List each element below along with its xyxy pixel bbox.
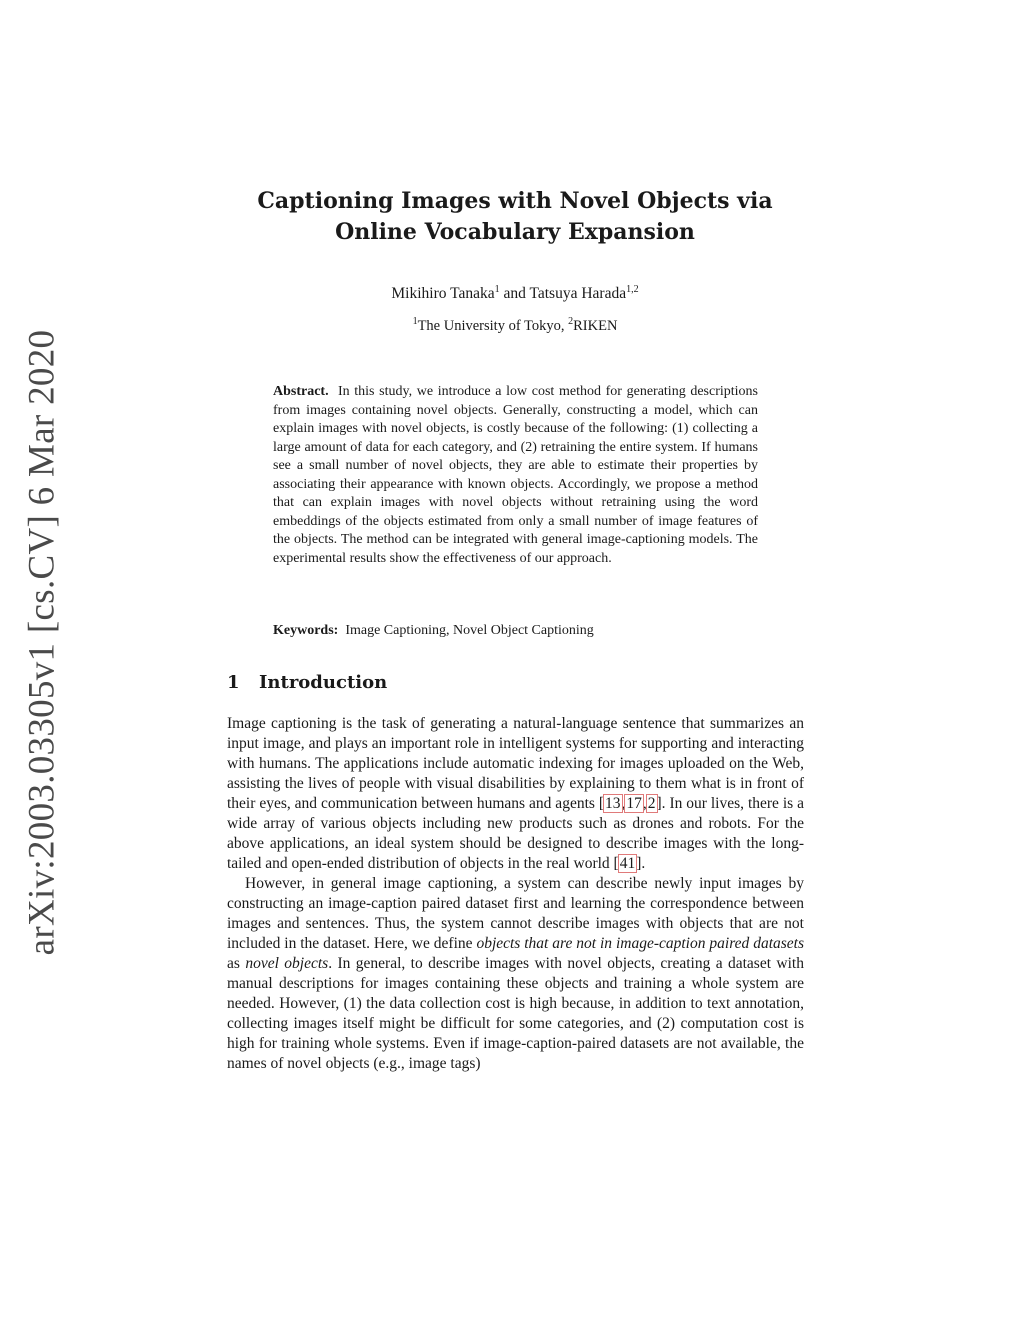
emphasis-text: novel objects <box>245 955 329 972</box>
citation-link[interactable]: 41 <box>619 855 636 872</box>
section-title: Introduction <box>259 672 388 693</box>
keywords-text: Image Captioning, Novel Object Captioning <box>345 623 594 638</box>
citation-link[interactable]: 17 <box>626 795 642 812</box>
paragraph-text: as <box>227 955 246 972</box>
arxiv-identifier-text: arXiv:2003.03305v1 [cs.CV] 6 Mar 2020 <box>21 329 63 956</box>
citation-link[interactable]: 13 <box>605 795 621 812</box>
paragraph <box>227 874 804 1074</box>
author-name: Tatsuya Harada <box>529 285 627 302</box>
affiliation-mark: 2 <box>568 316 574 327</box>
arxiv-identifier-sidebar <box>12 329 72 956</box>
author-conjunction: and <box>499 285 530 302</box>
author-affiliation-mark: 1,2 <box>626 284 639 295</box>
keywords-label: Keywords: <box>273 623 339 638</box>
title-line-2: Online Vocabulary Expansion <box>335 219 695 245</box>
title-line-1: Captioning Images with Novel Objects via <box>257 188 773 214</box>
citation-separator: , <box>621 795 626 812</box>
paper-title <box>180 186 850 248</box>
paragraph-text: Image captioning is the task of generating a natural-language sentence that summarizes an input image, and plays an important role in intelligent systems for supporting and interacting with humans. The applications include automatic indexing for images uploaded on the Web, assisting the lives of people with visual disabilities by explaining to them what is in front of their eyes, and communication between humans and agents [ <box>227 715 804 812</box>
citation-link[interactable]: 2 <box>647 795 656 812</box>
paragraph-text: ]. In our lives, there is a wide array of various objects including new products such as drones and robots. For the above applications, an ideal system should be designed to describe images with the long-tailed and open-ended distribution of objects in the real world [ <box>227 795 804 872</box>
paragraph-text: . In general, to describe images with novel objects, creating a dataset with manual descriptions for images containing these objects and training a whole system are needed. However, (1) the data collection cost is high because, in addition to text annotation, collecting images itself might be difficult for some categories, and (2) computation cost is high for training whole systems. Even if image-caption-paired datasets are not available, the names of novel objects (e.g., image tags) <box>227 955 804 1072</box>
section-number: 1 <box>227 672 240 693</box>
citation-separator: , <box>642 795 647 812</box>
abstract <box>273 383 758 568</box>
paragraph-text: However, in general image captioning, a system can describe newly input images by constructing an image-caption paired dataset first and learning the correspondence between images and sentences. Thus, the system cannot describe images with objects that are not included in the dataset. Here, we define <box>227 875 804 952</box>
affiliation-name: The University of Tokyo, <box>417 318 569 334</box>
section-heading <box>227 672 387 693</box>
affiliation-mark: 1 <box>412 316 418 327</box>
introduction-body <box>227 714 804 1074</box>
keywords <box>273 622 758 641</box>
abstract-label: Abstract. <box>273 384 329 399</box>
paragraph-text: ]. <box>636 855 646 872</box>
author-name: Mikihiro Tanaka <box>391 285 495 302</box>
paragraph <box>227 714 804 874</box>
affiliation-list <box>180 318 850 335</box>
affiliation-name: RIKEN <box>573 318 618 334</box>
emphasis-text: objects that are not in image-caption paired datasets <box>476 935 804 952</box>
author-affiliation-mark: 1 <box>494 284 500 295</box>
abstract-text: In this study, we introduce a low cost method for generating descriptions from images containing novel objects. Generally, constructing a model, which can explain images with novel objects, is costly because of the following: (1) collecting a large amount of data for each category, and (2) retraining the entire system. If humans see a small number of novel objects, they are able to estimate their properties by associating their appearance with known objects. Accordingly, we propose a method that can explain images with novel objects without retraining using the word embeddings of the objects estimated from only a small number of image features of the objects. The method can be integrated with general image-captioning models. The experimental results show the effectiveness of our approach. <box>273 384 759 566</box>
author-list <box>180 285 850 303</box>
